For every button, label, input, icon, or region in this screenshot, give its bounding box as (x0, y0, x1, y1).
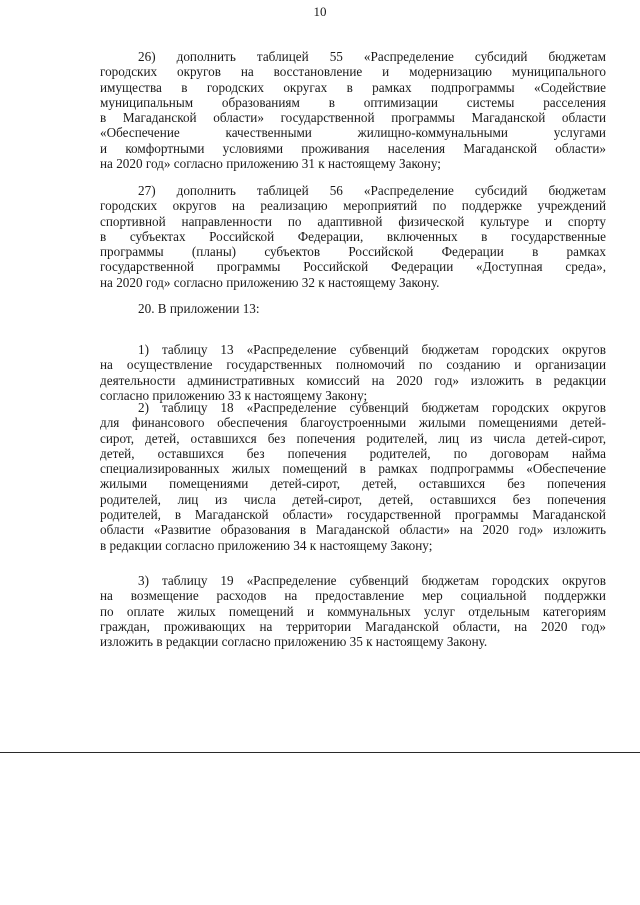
text-line: деятельности административных комиссий на 2020 год» изложить в редакции (100, 372, 606, 388)
text-line: в Магаданской области» государственной программы Магаданской области (100, 110, 606, 126)
text-line: согласно приложению 33 к настоящему Закону; (100, 387, 368, 403)
text-line: городских округов на восстановление и модернизацию муниципального (100, 64, 606, 80)
text-line: по оплате жилых помещений и коммунальных услуг отдельным категориям (100, 603, 606, 619)
paragraph-item-1 (100, 342, 606, 403)
text-line: области «Развитие образования в Магаданской области» на 2020 год» изложить (100, 522, 606, 538)
text-line: 27) дополнить таблицей 56 «Распределение субсидий бюджетам (138, 183, 606, 198)
text-line: на 2020 год» согласно приложению 32 к настоящему Закону. (100, 274, 440, 290)
text-line: 20. В приложении 13: (138, 301, 260, 316)
text-line: 1) таблицу 13 «Распределение субвенций бюджетам городских округов (138, 342, 606, 357)
page-bottom-rule (0, 752, 640, 753)
text-line: «Обеспечение качественными жилищно-коммунальными услугами (100, 125, 606, 141)
text-line: родителей, в Магаданской области» государственной программы Магаданской (100, 507, 606, 523)
text-line: жилыми помещениями детей-сирот, детей, оставшихся без попечения (100, 476, 606, 492)
paragraph-item-3 (100, 573, 606, 649)
paragraph-item-27 (100, 183, 606, 290)
text-line: в редакции согласно приложению 34 к настоящему Закону; (100, 537, 433, 553)
text-line: спортивной направленности по адаптивной физической культуре и спорту (100, 213, 606, 229)
text-line: государственной программы Российской Федерации «Доступная среда», (100, 259, 606, 275)
text-line: 2) таблицу 18 «Распределение субвенций бюджетам городских округов (138, 400, 606, 415)
text-line: городских округов на реализацию мероприятий по поддержке учреждений (100, 198, 606, 214)
text-line: изложить в редакции согласно приложению 35 к настоящему Закону. (100, 634, 488, 650)
text-line: на возмещение расходов на предоставление мер социальной поддержки (100, 588, 606, 604)
text-line: на 2020 год» согласно приложению 31 к настоящему Закону; (100, 156, 441, 172)
text-line: имущества в городских округах в рамках подпрограммы «Содействие (100, 79, 606, 95)
text-line: детей, оставшихся без попечения родителей, по договорам найма (100, 445, 606, 461)
text-line: специализированных жилых помещений в рамках подпрограммы «Обеспечение (100, 461, 606, 477)
paragraph-item-26 (100, 49, 606, 171)
paragraph-item-2 (100, 400, 606, 553)
section-heading-20 (100, 301, 606, 316)
text-line: на осуществление государственных полномочий по созданию и организации (100, 357, 606, 373)
text-line: программы (планы) субъектов Российской Федерации в рамках (100, 244, 606, 260)
text-line: и комфортными условиями проживания населения Магаданской области» (100, 140, 606, 156)
text-line: родителей, лиц из числа детей-сирот, детей, оставшихся без попечения (100, 491, 606, 507)
text-line: граждан, проживающих на территории Магаданской области, на 2020 год» (100, 618, 606, 634)
text-line: сирот, детей, оставшихся без попечения родителей, лиц из числа детей-сирот, (100, 430, 606, 446)
text-line: в субъектах Российской Федерации, включенных в государственные (100, 228, 606, 244)
text-line: муниципальным образованиям в оптимизации системы расселения (100, 94, 606, 110)
page-number: 10 (313, 4, 327, 19)
text-line: 26) дополнить таблицей 55 «Распределение субсидий бюджетам (138, 49, 606, 64)
text-line: для финансового обеспечения благоустроенными жилыми помещениями детей- (100, 415, 606, 431)
text-line: 3) таблицу 19 «Распределение субвенций бюджетам городских округов (138, 573, 606, 588)
